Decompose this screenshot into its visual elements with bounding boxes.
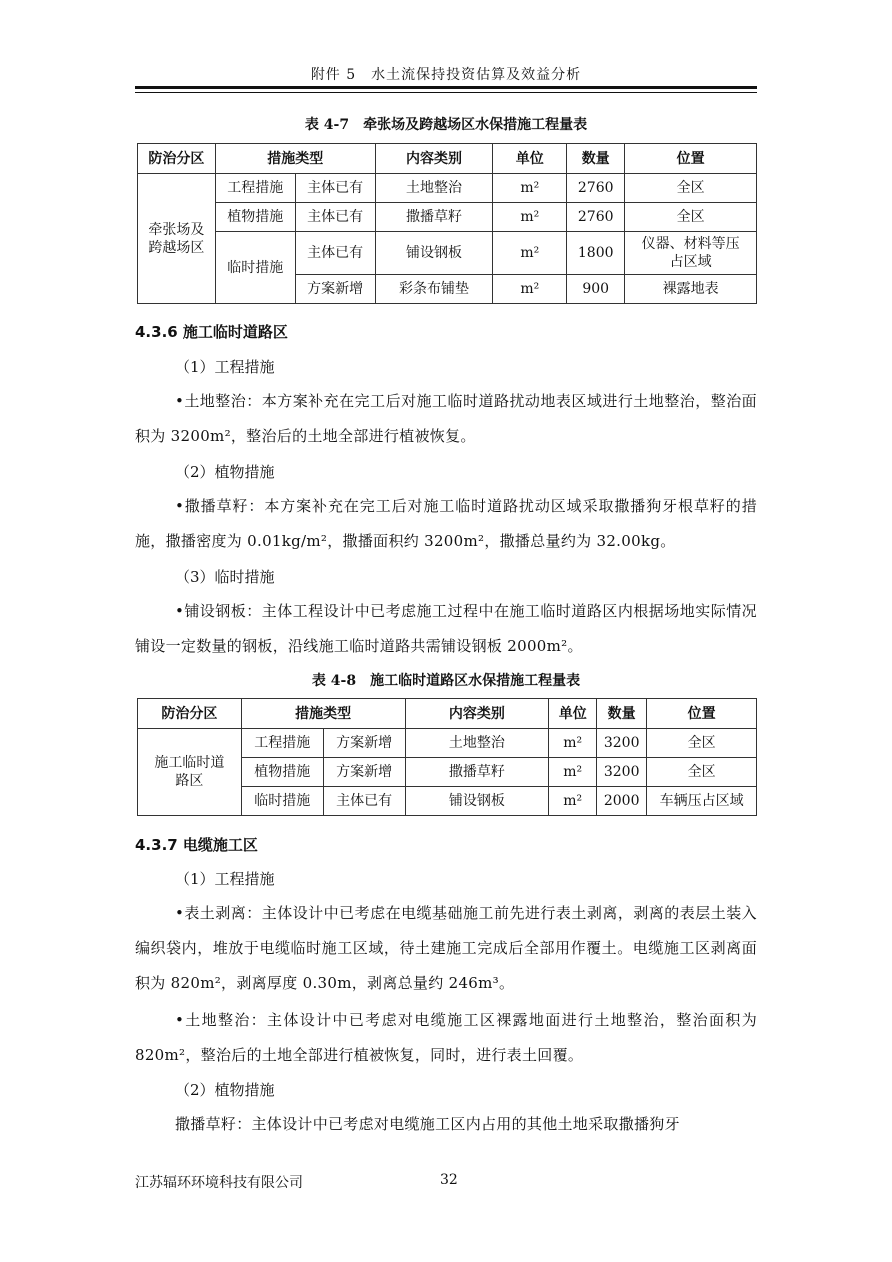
table1-content-cell: 撒播草籽	[375, 203, 493, 232]
table2-header-content: 内容类别	[405, 699, 549, 729]
table1-header-content: 内容类别	[375, 144, 493, 174]
table1-header-zone: 防治分区	[138, 144, 216, 174]
table1-source-cell: 主体已有	[295, 203, 375, 232]
table1-loc-cell: 全区	[625, 203, 757, 232]
table-row	[138, 203, 757, 232]
table-row	[138, 232, 757, 275]
table2-unit-cell: m²	[549, 787, 597, 816]
table2-content-cell: 铺设钢板	[405, 787, 549, 816]
table2-unit-cell: m²	[549, 729, 597, 758]
table2-source-cell: 方案新增	[323, 758, 405, 787]
table1-header-unit: 单位	[493, 144, 567, 174]
table1-type-cell: 临时措施	[215, 232, 295, 304]
table1-source-cell: 主体已有	[295, 174, 375, 203]
table2-header-type: 措施类型	[241, 699, 405, 729]
table2-type-cell: 植物措施	[241, 758, 323, 787]
paragraph-seeding: •撒播草籽：本方案补充在完工后对施工临时道路扰动区域采取撒播狗牙根草籽的措施，撒播密度为 0.01kg/m²，撒播面积约 3200m²，撒播总量约为 32.00kg。	[135, 497, 757, 550]
paragraph-topsoil-stripping: •表土剥离：主体设计中已考虑在电缆基础施工前先进行表土剥离，剥离的表层土装入编织袋内，堆放于电缆临时施工区域，待土建施工完成后全部用作覆土。电缆施工区剥离面积为 820m²，剥离厚度 0.30m，剥离总量约 246m³。	[135, 904, 757, 992]
table-row	[138, 729, 757, 758]
table1-unit-cell: m²	[493, 174, 567, 203]
table2-qty-cell: 3200	[597, 729, 647, 758]
table2-caption: 表 4-8 施工临时道路区水保措施工程量表	[311, 673, 581, 689]
subheading-engineering: （1）工程措施	[175, 358, 275, 376]
paragraph-land-leveling-2: •土地整治：主体设计中已考虑对电缆施工区裸露地面进行土地整治，整治面积为 820m²，整治后的土地全部进行植被恢复，同时，进行表土回覆。	[135, 1011, 757, 1064]
paragraph-seeding-2: 撒播草籽：主体设计中已考虑对电缆施工区内占用的其他土地采取撒播狗牙	[175, 1115, 680, 1133]
table1-loc-cell: 仪器、材料等压 占区域	[625, 232, 757, 275]
section-heading-4-3-6: 4.3.6 施工临时道路区	[135, 323, 288, 341]
table1-header-loc: 位置	[625, 144, 757, 174]
table1-header-row	[138, 144, 757, 174]
table1-qty-cell: 2760	[567, 203, 625, 232]
table2	[137, 698, 757, 816]
table1-qty-cell: 1800	[567, 232, 625, 275]
subheading-plant: （2）植物措施	[175, 463, 275, 481]
page-number: 32	[440, 1172, 458, 1188]
section-heading-4-3-7: 4.3.7 电缆施工区	[135, 836, 258, 854]
table1-type-cell: 工程措施	[215, 174, 295, 203]
table2-type-cell: 临时措施	[241, 787, 323, 816]
table2-header-unit: 单位	[549, 699, 597, 729]
paragraph-steel-plate: •铺设钢板：主体工程设计中已考虑施工过程中在施工临时道路区内根据场地实际情况铺设一定数量的钢板，沿线施工临时道路共需铺设钢板 2000m²。	[135, 602, 757, 655]
table1-zone-cell: 牵张场及 跨越场区	[138, 174, 216, 304]
table1-unit-cell: m²	[493, 275, 567, 304]
table1-content-cell: 彩条布铺垫	[375, 275, 493, 304]
table2-unit-cell: m²	[549, 758, 597, 787]
table2-header-qty: 数量	[597, 699, 647, 729]
table2-content-cell: 撒播草籽	[405, 758, 549, 787]
table1-loc-cell: 全区	[625, 174, 757, 203]
subheading-plant-2: （2）植物措施	[175, 1081, 275, 1099]
table2-source-cell: 主体已有	[323, 787, 405, 816]
table1-type-cell: 植物措施	[215, 203, 295, 232]
table1-content-cell: 铺设钢板	[375, 232, 493, 275]
table2-header-loc: 位置	[647, 699, 757, 729]
table1-source-cell: 方案新增	[295, 275, 375, 304]
table2-qty-cell: 3200	[597, 758, 647, 787]
table2-qty-cell: 2000	[597, 787, 647, 816]
table2-zone-cell: 施工临时道 路区	[138, 729, 242, 816]
footer-company: 江苏辐环环境科技有限公司	[135, 1175, 303, 1191]
table1-unit-cell: m²	[493, 232, 567, 275]
table2-source-cell: 方案新增	[323, 729, 405, 758]
subheading-engineering-2: （1）工程措施	[175, 870, 275, 888]
table2-content-cell: 土地整治	[405, 729, 549, 758]
table1-qty-cell: 900	[567, 275, 625, 304]
table2-loc-cell: 车辆压占区域	[647, 787, 757, 816]
table2-header-row	[138, 699, 757, 729]
table1	[137, 143, 757, 304]
table2-loc-cell: 全区	[647, 758, 757, 787]
table1-unit-cell: m²	[493, 203, 567, 232]
table1-loc-cell: 裸露地表	[625, 275, 757, 304]
table1-header-type: 措施类型	[215, 144, 375, 174]
table1-qty-cell: 2760	[567, 174, 625, 203]
page-header: 附件 5 水土流保持投资估算及效益分析	[310, 67, 582, 83]
table2-type-cell: 工程措施	[241, 729, 323, 758]
paragraph-land-leveling: •土地整治：本方案补充在完工后对施工临时道路扰动地表区域进行土地整治，整治面积为 3200m²，整治后的土地全部进行植被恢复。	[135, 392, 757, 445]
header-rule-thin	[135, 92, 757, 93]
header-rule-thick	[135, 86, 757, 89]
table2-loc-cell: 全区	[647, 729, 757, 758]
subheading-temporary: （3）临时措施	[175, 568, 275, 586]
table-row	[138, 174, 757, 203]
table2-header-zone: 防治分区	[138, 699, 242, 729]
table1-header-qty: 数量	[567, 144, 625, 174]
table1-caption: 表 4-7 牵张场及跨越场区水保措施工程量表	[304, 117, 588, 133]
table1-content-cell: 土地整治	[375, 174, 493, 203]
table1-source-cell: 主体已有	[295, 232, 375, 275]
